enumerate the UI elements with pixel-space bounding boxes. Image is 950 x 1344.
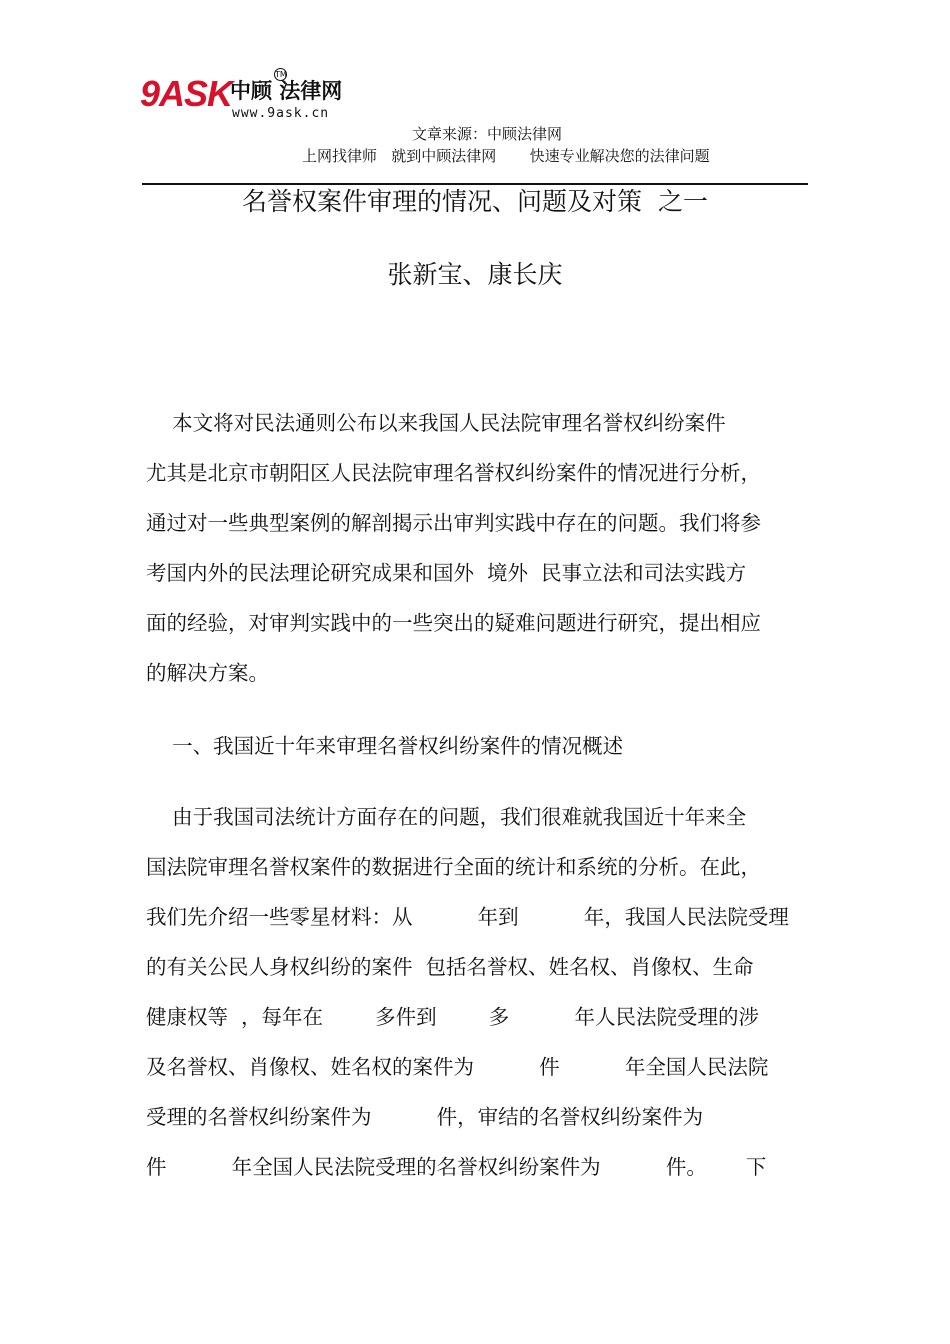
document-title: 名誉权案件审理的情况、问题及对策 之一 xyxy=(242,187,708,216)
body-line: 的解决方案。 xyxy=(146,661,269,685)
body-line: 考国内外的民法理论研究成果和国外 境外 民事立法和司法实践方 xyxy=(146,561,747,585)
logo-url: www.9ask.cn xyxy=(232,106,330,121)
site-logo[interactable] xyxy=(140,72,380,132)
document-author: 张新宝、康长庆 xyxy=(387,260,563,289)
body-line: 由于我国司法统计方面存在的问题，我们很难就我国近十年来全 xyxy=(146,805,747,829)
body-line: 本文将对民法通则公布以来我国人民法院审理名誉权纠纷案件 xyxy=(146,411,726,435)
body-line: 件 年全国人民法院受理的名誉权纠纷案件为 件。 下 xyxy=(146,1155,767,1179)
body-line: 通过对一些典型案例的解剖揭示出审判实践中存在的问题。我们将参 xyxy=(146,511,761,535)
body-line: 健康权等 ，每年在 多件到 多 年人民法院受理的涉 xyxy=(146,1005,759,1029)
body-line: 及名誉权、肖像权、姓名权的案件为 件 年全国人民法院 xyxy=(146,1055,769,1079)
trademark-icon: TM xyxy=(275,70,287,79)
body-line: 尤其是北京市朝阳区人民法院审理名誉权纠纷案件的情况进行分析， xyxy=(146,461,761,485)
logo-name: 中顾 法律网 xyxy=(230,79,343,103)
logo-mark: 9ASK xyxy=(140,73,233,114)
body-line: 的有关公民人身权纠纷的案件 包括名誉权、姓名权、肖像权、生命 xyxy=(146,955,754,979)
article-source: 文章来源：中顾法律网 xyxy=(412,125,563,143)
body-line: 面的经验，对审判实践中的一些突出的疑难问题进行研究，提出相应 xyxy=(146,611,761,635)
body-line: 我们先介绍一些零星材料：从 年到 年，我国人民法院受理 xyxy=(146,905,789,929)
section-heading: 一、我国近十年来审理名誉权纠纷案件的情况概述 xyxy=(146,734,624,758)
body-line: 受理的名誉权纠纷案件为 件，审结的名誉权纠纷案件为 xyxy=(146,1105,704,1129)
body-line: 国法院审理名誉权案件的数据进行全面的统计和系统的分析。在此， xyxy=(146,855,761,879)
site-slogan: 上网找律师 就到中顾法律网 快速专业解决您的法律问题 xyxy=(302,147,710,165)
